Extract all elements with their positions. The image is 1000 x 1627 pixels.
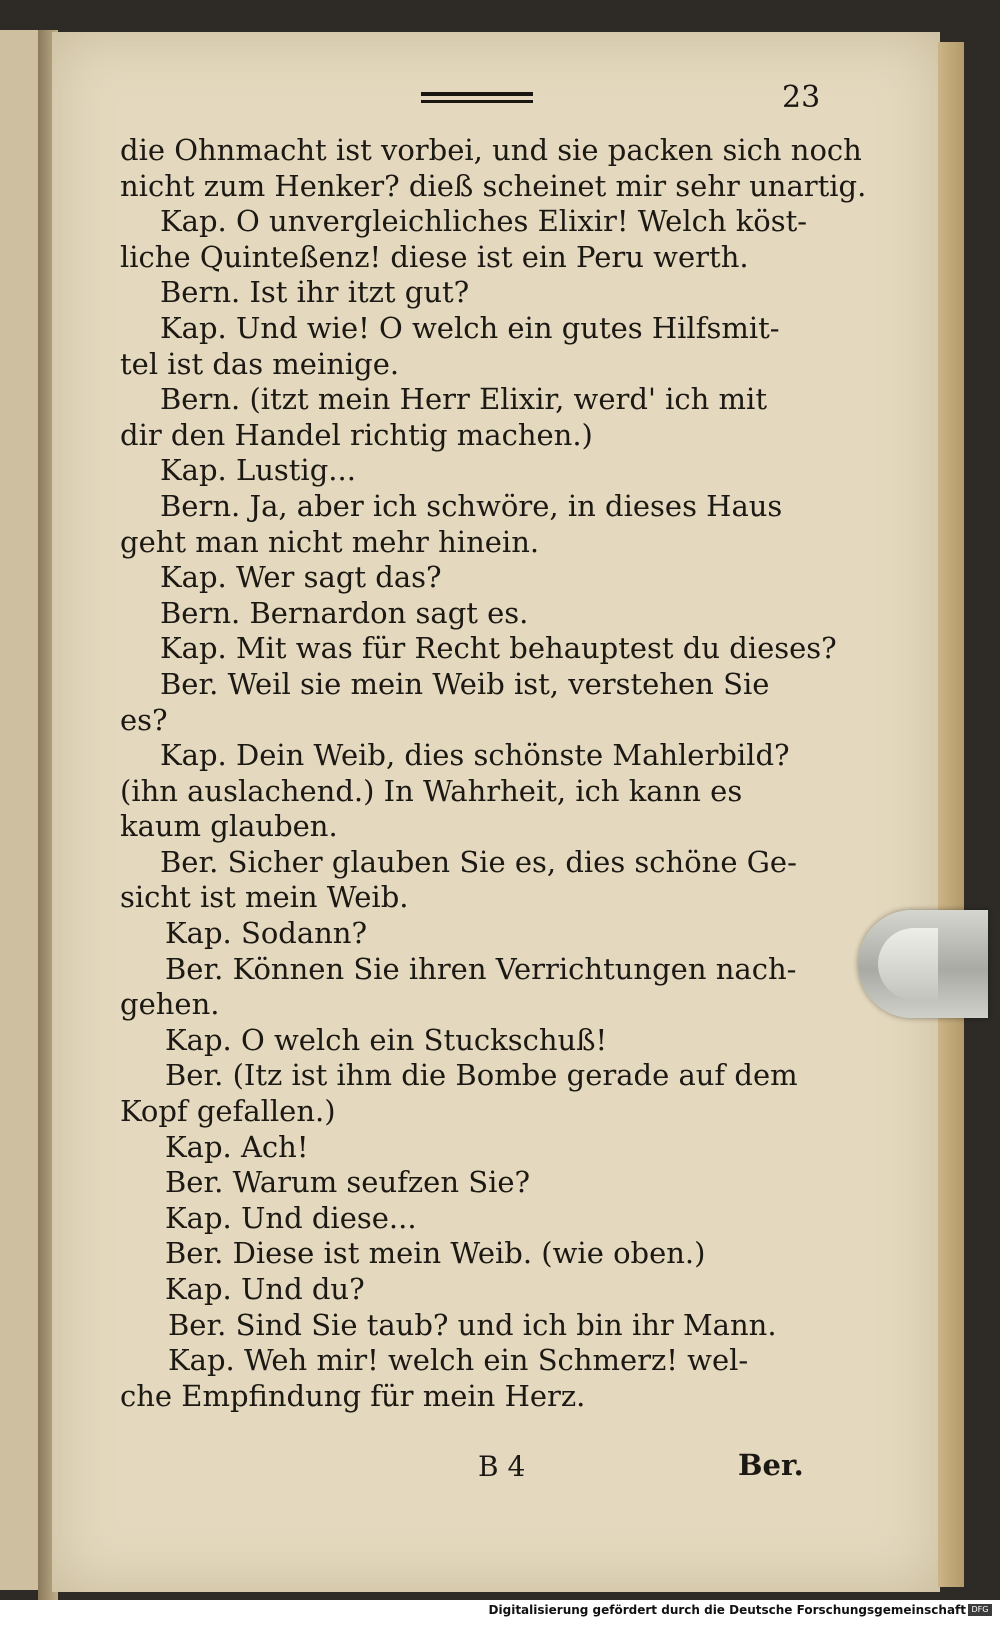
text-line: liche Quinteßenz! diese ist ein Peru werth. xyxy=(120,239,749,274)
text-line: che Empfindung für mein Herz. xyxy=(120,1378,586,1413)
text-line: die Ohnmacht ist vorbei, und sie packen sich noch xyxy=(120,133,862,167)
digitization-credit: Digitalisierung gefördert durch die Deutsche Forschungsgemeinschaft xyxy=(488,1603,966,1617)
text-line: Kap. Wer sagt das? xyxy=(160,560,442,595)
text-line: Kap. Mit was für Recht behauptest du dieses? xyxy=(160,631,837,666)
text-line: Ber. Diese ist mein Weib. (wie oben.) xyxy=(165,1236,706,1271)
text-line: Kap. Und wie! O welch ein gutes Hilfsmit- xyxy=(160,310,780,345)
text-line: Kap. Sodann? xyxy=(165,916,368,951)
text-line: es? xyxy=(120,702,168,737)
text-line: Ber. Weil sie mein Weib ist, verstehen Sie xyxy=(160,666,770,701)
facing-page-edge xyxy=(0,30,40,1590)
header-rule-top xyxy=(421,92,533,96)
page-clip xyxy=(858,910,988,1018)
text-line: Bern. Ist ihr itzt gut? xyxy=(160,275,470,310)
text-line: nicht zum Henker? dieß scheinet mir sehr unartig. xyxy=(120,168,867,203)
text-line: sicht ist mein Weib. xyxy=(120,880,409,915)
text-line: dir den Handel richtig machen.) xyxy=(120,417,593,452)
text-line: Ber. Können Sie ihren Verrichtungen nach- xyxy=(165,951,797,986)
text-line: kaum glauben. xyxy=(120,809,338,844)
text-line: Ber. (Itz ist ihm die Bombe gerade auf dem xyxy=(165,1058,798,1093)
text-line: Kap. Und diese... xyxy=(165,1200,417,1235)
text-line: Kap. Ach! xyxy=(165,1129,309,1164)
text-line: gehen. xyxy=(120,987,220,1022)
text-line: Kap. O welch ein Stuckschuß! xyxy=(165,1022,608,1057)
text-line: geht man nicht mehr hinein. xyxy=(120,524,540,559)
text-line: Kap. Lustig... xyxy=(160,453,356,488)
header-rule-bottom xyxy=(421,100,533,103)
text-line: tel ist das meinige. xyxy=(120,346,400,381)
text-line: Kap. Weh mir! welch ein Schmerz! wel- xyxy=(168,1343,749,1378)
signature-mark: B 4 xyxy=(478,1450,526,1483)
page-number: 23 xyxy=(782,80,821,115)
text-line: Ber. Warum seufzen Sie? xyxy=(165,1165,531,1200)
text-line: Bern. Ja, aber ich schwöre, in dieses Haus xyxy=(160,488,783,523)
text-line: Kap. Und du? xyxy=(165,1272,365,1306)
page-text xyxy=(120,133,867,1414)
dfg-logo: DFG xyxy=(968,1604,992,1616)
text-line: Kap. O unvergleichliches Elixir! Welch köst- xyxy=(160,204,808,239)
text-line: (ihn auslachend.) In Wahrheit, ich kann es xyxy=(120,773,743,808)
page-fore-edge xyxy=(938,42,964,1587)
text-line: Kopf gefallen.) xyxy=(120,1094,336,1129)
text-line: Ber. Sicher glauben Sie es, dies schöne Ge- xyxy=(160,844,797,879)
text-line: Ber. Sind Sie taub? und ich bin ihr Mann. xyxy=(168,1307,777,1342)
catchword: Ber. xyxy=(738,1448,804,1482)
text-line: Kap. Dein Weib, dies schönste Mahlerbild? xyxy=(160,738,790,773)
text-line: Bern. (itzt mein Herr Elixir, werd' ich mit xyxy=(160,382,767,417)
text-line: Bern. Bernardon sagt es. xyxy=(160,595,529,630)
page-clip-inner xyxy=(878,928,938,1000)
